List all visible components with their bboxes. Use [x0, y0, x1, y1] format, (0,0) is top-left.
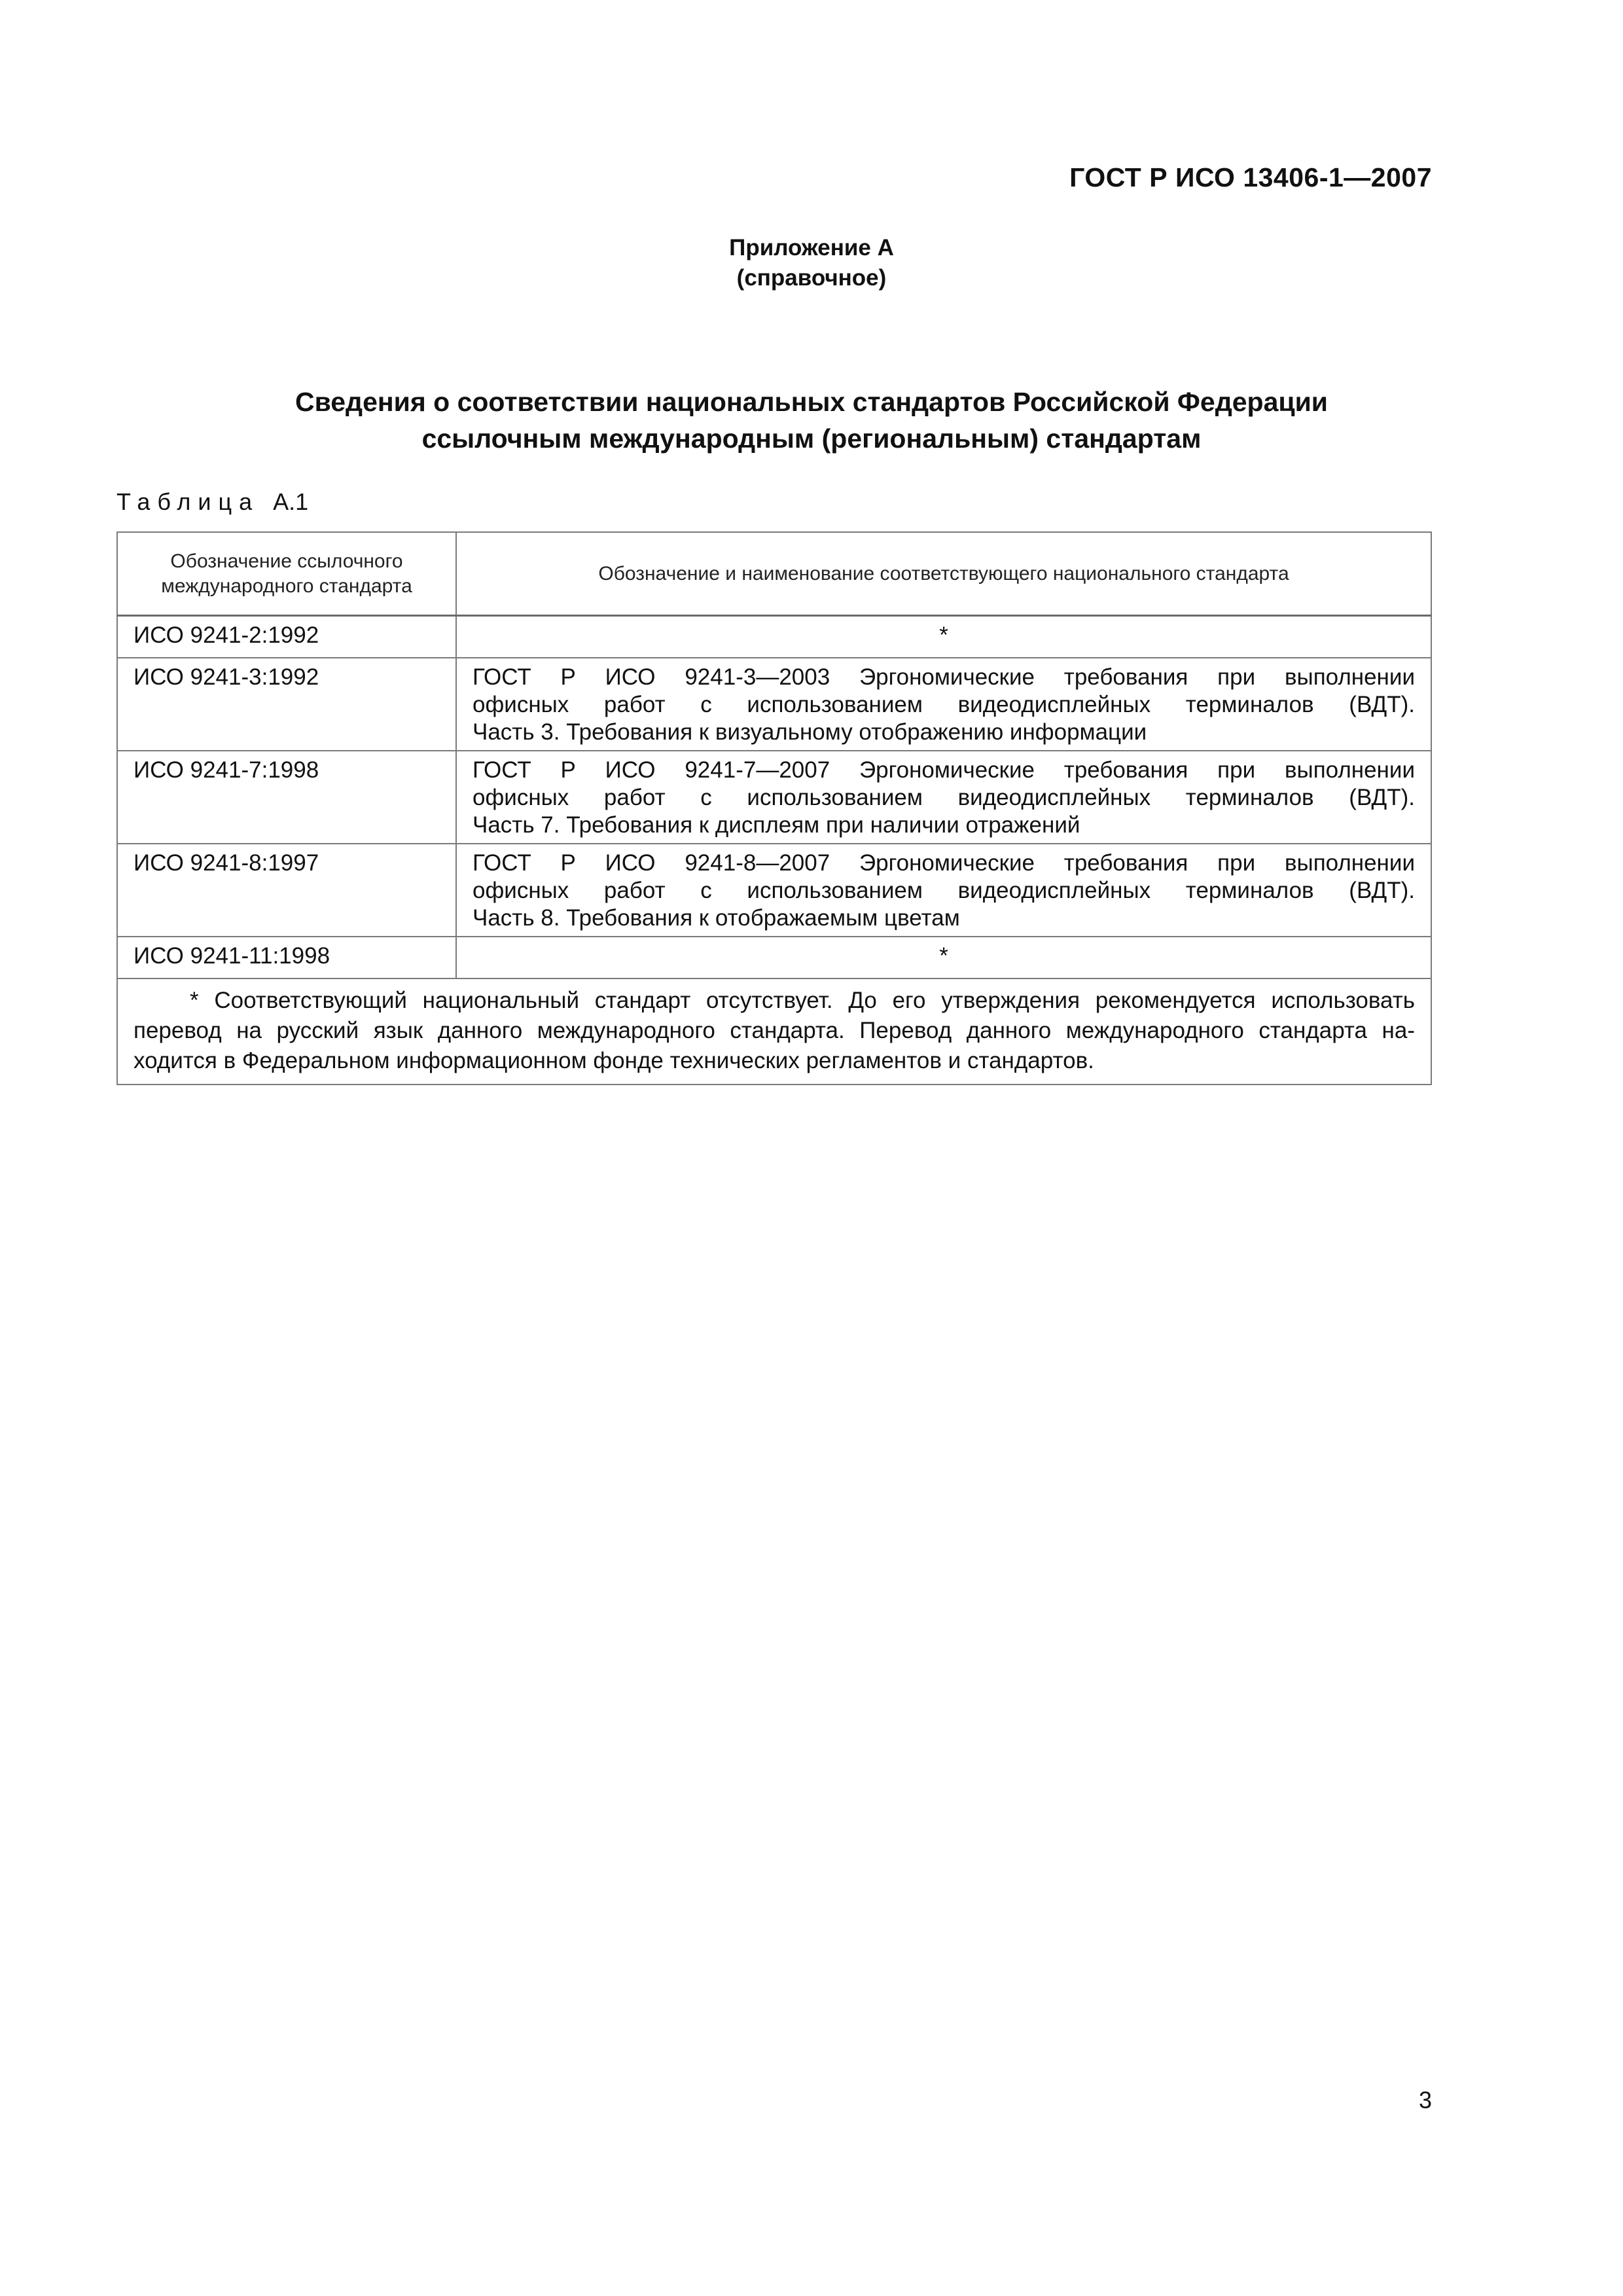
national-standard-cell [456, 844, 1431, 937]
header-national-line1: Обозначение и наименование соответствующего национального стандарта [598, 562, 1289, 584]
section-title-line1: Сведения о соответствии национальных стандартов Российской Федерации [294, 387, 1329, 417]
national-standard-line3: Часть 8. Требования к отображаемым цветам [473, 905, 960, 931]
table-caption-number: А.1 [273, 488, 309, 515]
footnote-line1: * Соответствующий национальный стандарт отсутствует. До его утверждения рекомендуется использовать [190, 988, 1415, 1013]
national-standard-line2: офисных работ с использованием видеодисплейных терминалов (ВДТ). [473, 785, 1415, 810]
table-caption [116, 488, 308, 516]
header-iso-line1: Обозначение ссылочного [170, 550, 403, 572]
footnote-line3: ходится в Федеральном информационном фонде технических регламентов и стандартов. [134, 1048, 1094, 1073]
table-header-row [117, 532, 1431, 616]
iso-designation-cell: ИСО 9241-2:1992 [117, 616, 456, 658]
no-national-standard-mark: * [456, 616, 1431, 658]
national-standard-line1: ГОСТ Р ИСО 9241-8—2007 Эргономические требования при выполнении [473, 850, 1415, 876]
appendix-type: (справочное) [736, 265, 887, 291]
header-cell-national [456, 532, 1431, 616]
table-row [117, 616, 1431, 658]
table-row [117, 658, 1431, 751]
national-standard-line2: офисных работ с использованием видеодисплейных терминалов (ВДТ). [473, 878, 1415, 903]
table-caption-label: Таблица [116, 488, 260, 515]
iso-designation-cell: ИСО 9241-11:1998 [117, 937, 456, 978]
national-standard-line3: Часть 7. Требования к дисплеям при наличии отражений [473, 812, 1080, 838]
table-row [117, 751, 1431, 844]
standards-correspondence-table [116, 531, 1432, 1085]
table-note-row [117, 978, 1431, 1085]
national-standard-line3: Часть 3. Требования к визуальному отображению информации [473, 719, 1147, 745]
national-standard-line1: ГОСТ Р ИСО 9241-3—2003 Эргономические требования при выполнении [473, 664, 1415, 690]
table-row [117, 844, 1431, 937]
appendix-title: Приложение А [729, 235, 894, 260]
national-standard-line2: офисных работ с использованием видеодисплейных терминалов (ВДТ). [473, 692, 1415, 717]
national-standard-cell [456, 658, 1431, 751]
document-code: ГОСТ Р ИСО 13406-1—2007 [1069, 162, 1432, 192]
header-iso-line2: международного стандарта [161, 575, 412, 597]
header-cell-iso [117, 532, 456, 616]
table-row [117, 937, 1431, 978]
section-title-line2: ссылочным международным (региональным) стандартам [421, 423, 1202, 454]
appendix-heading [0, 233, 1623, 293]
iso-designation-cell: ИСО 9241-8:1997 [117, 844, 456, 937]
table-footnote [117, 978, 1431, 1085]
section-title [0, 384, 1623, 457]
national-standard-line1: ГОСТ Р ИСО 9241-7—2007 Эргономические требования при выполнении [473, 757, 1415, 783]
page-number: 3 [1418, 2087, 1432, 2113]
national-standard-cell [456, 751, 1431, 844]
iso-designation-cell: ИСО 9241-3:1992 [117, 658, 456, 751]
iso-designation-cell: ИСО 9241-7:1998 [117, 751, 456, 844]
no-national-standard-mark: * [456, 937, 1431, 978]
footnote-line2: перевод на русский язык данного международного стандарта. Перевод данного международного стандарта на- [134, 1018, 1415, 1043]
